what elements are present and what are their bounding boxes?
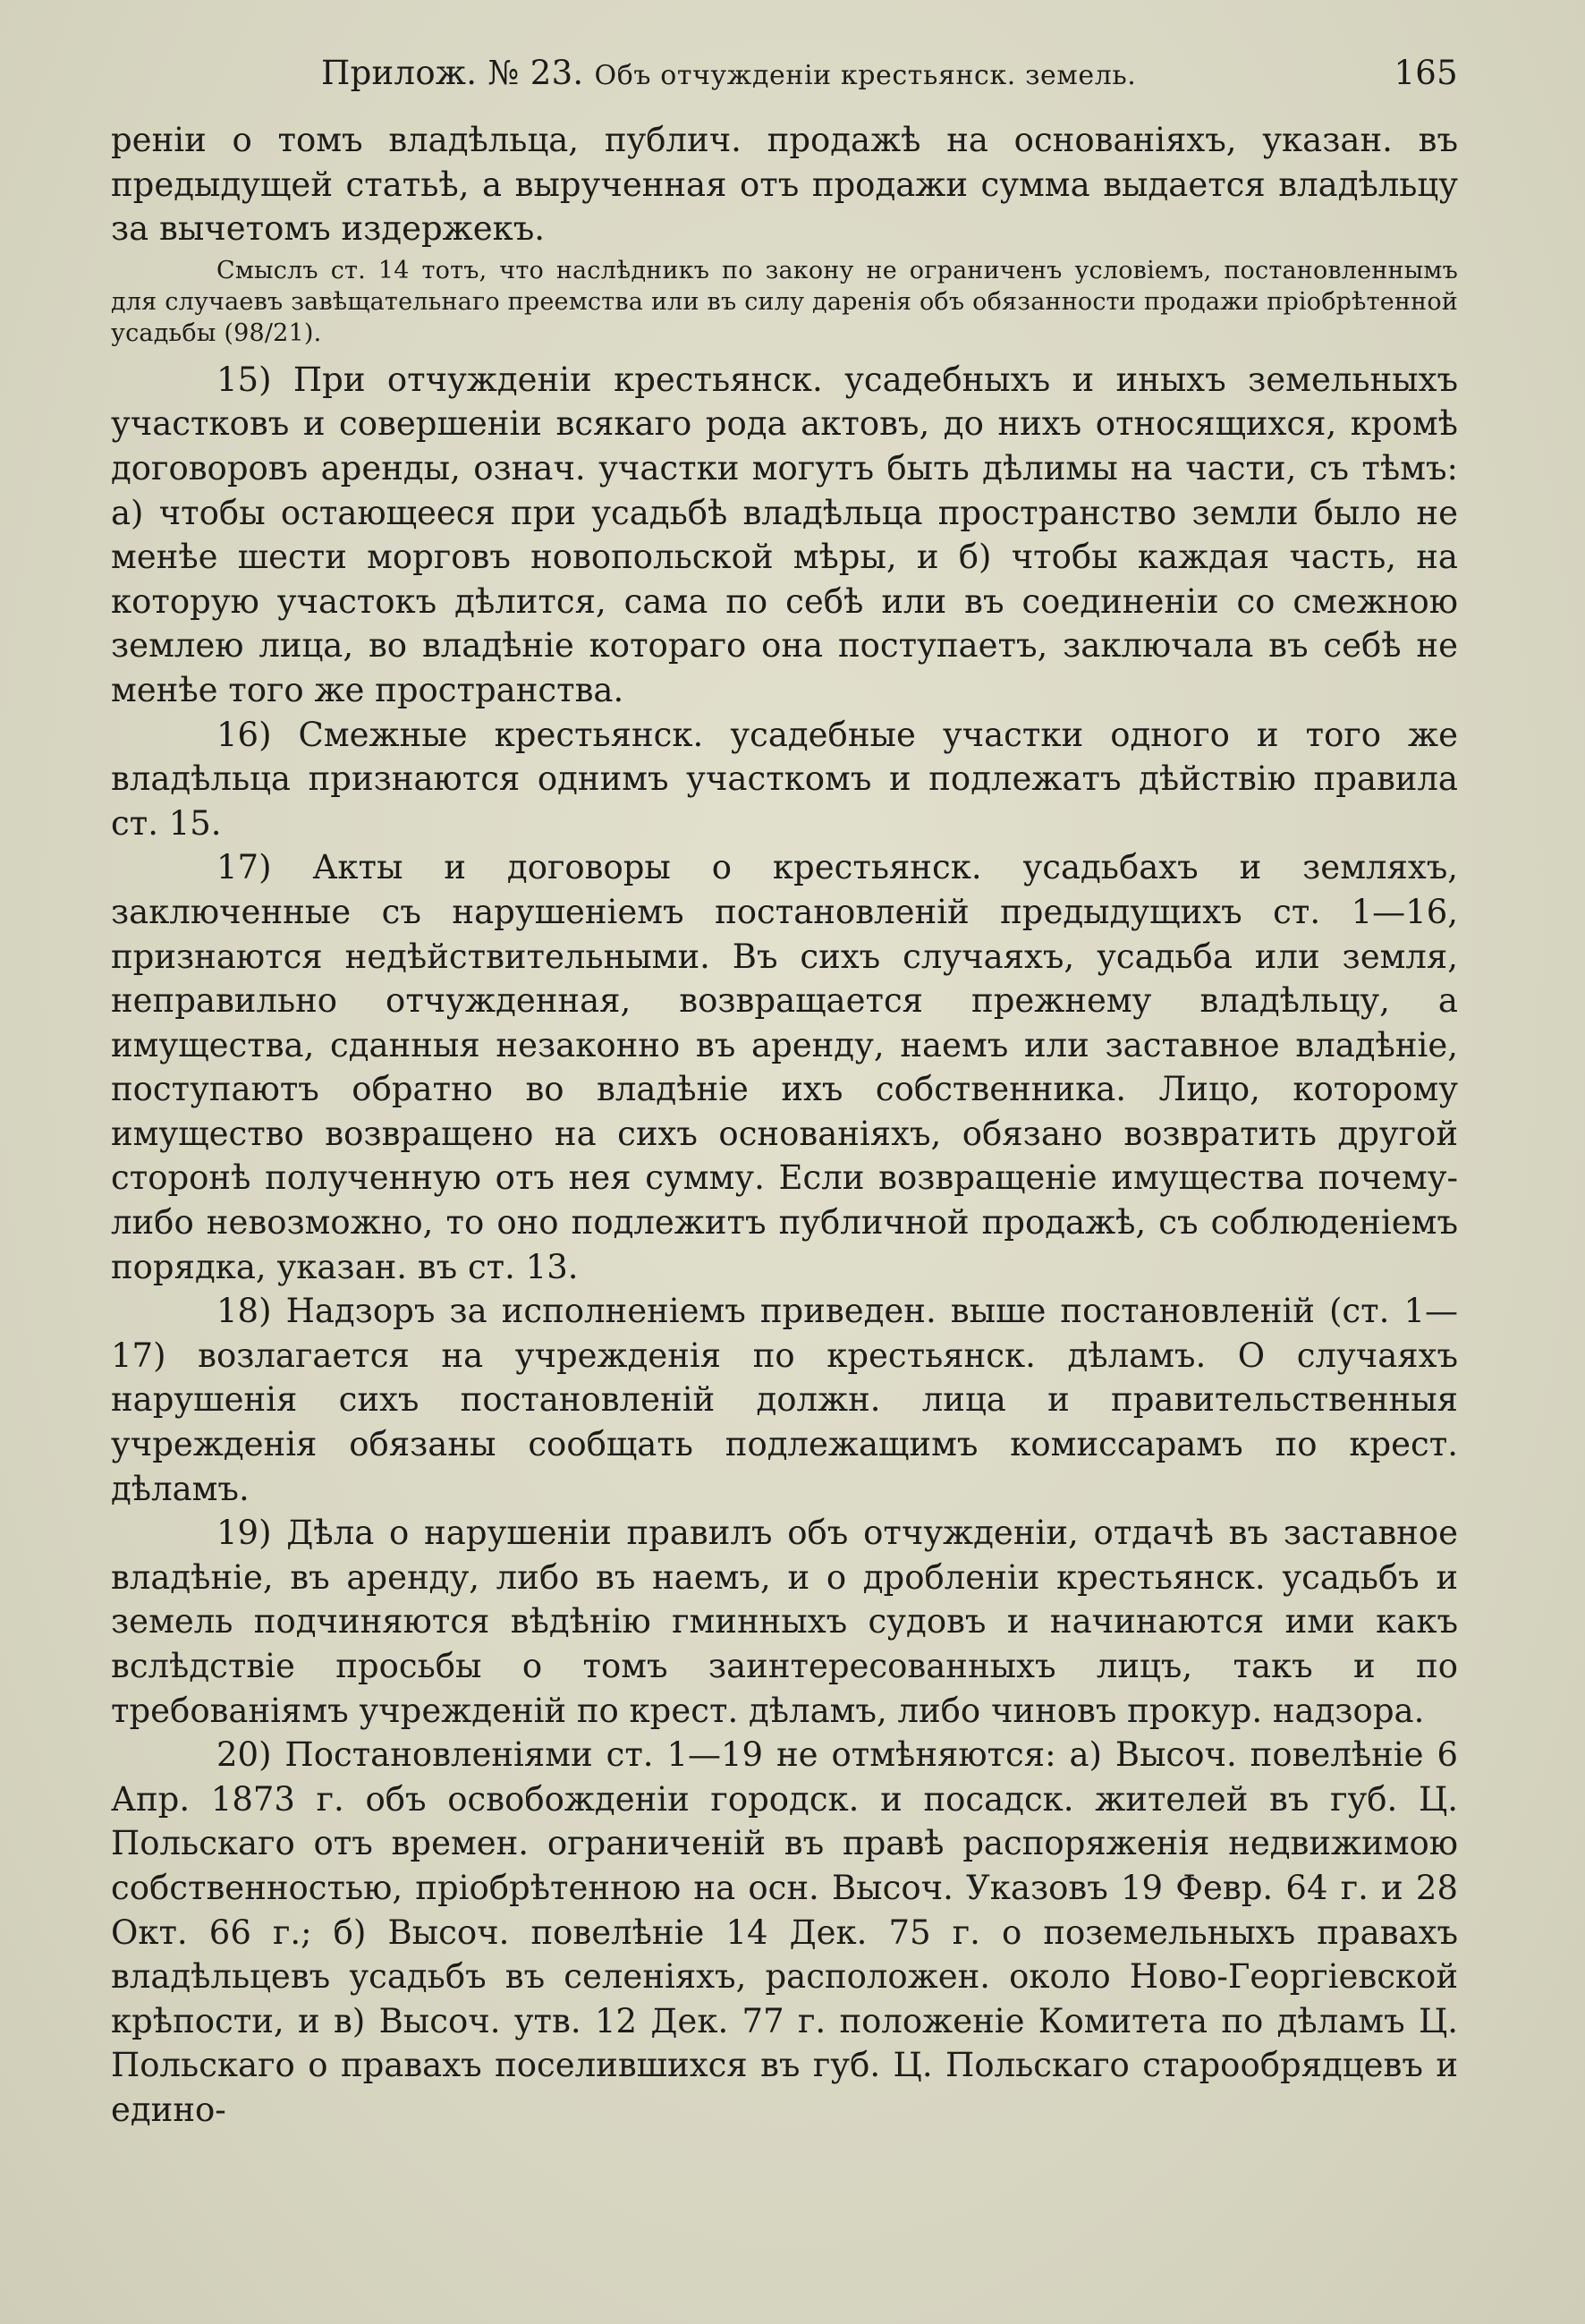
running-head bbox=[111, 47, 1458, 118]
article-19: 19) Дѣла о нарушеніи правилъ объ отчужденіи, отдачѣ въ заставное владѣніе, въ аренду, либо въ наемъ, и о дробленіи крестьянск. усадьбъ и земель подчиняются вѣдѣнію гминныхъ судовъ и начинаются ими какъ вслѣдствіе просьбы о томъ заинтересованныхъ лицъ, такъ и по требованіямъ учрежденій по крест. дѣламъ, либо чиновъ прокур. надзора. bbox=[111, 1514, 1458, 1730]
article-18: 18) Надзоръ за исполненіемъ приведен. выше постановленій (ст. 1—17) возлагается на учрежденія по крестьянск. дѣламъ. О случаяхъ нарушенія сихъ постановленій должн. лица и правительственныя учрежденія обязаны сообщать подлежащимъ комиссарамъ по крест. дѣламъ. bbox=[111, 1292, 1458, 1508]
continuation-paragraph: реніи о томъ владѣльца, публич. продажѣ на основаніяхъ, указан. въ предыдущей статьѣ, а вырученная отъ продажи сумма выдается владѣльцу за вычетомъ издержекъ. bbox=[111, 121, 1458, 249]
article-20: 20) Постановленіями ст. 1—19 не отмѣняются: а) Высоч. повелѣніе 6 Апр. 1873 г. объ освобожденіи городск. и посадск. жителей въ губ. Ц. Польскаго отъ времен. ограниченій въ правѣ распоряженія недвижимою собственностью, пріобрѣтенною на осн. Высоч. Указовъ 19 Февр. 64 г. и 28 Окт. 66 г.; б) Высоч. повелѣніе 14 Дек. 75 г. о поземельныхъ правахъ владѣльцевъ усадьбъ въ селеніяхъ, расположен. около Ново-Георгіевской крѣпости, и в) Высоч. утв. 12 Дек. 77 г. положеніе Комитета по дѣламъ Ц. Польскаго о правахъ поселившихся въ губ. Ц. Польскаго старообрядцевъ и едино- bbox=[111, 1735, 1458, 2129]
commentary-note: Смыслъ ст. 14 тотъ, что наслѣдникъ по закону не ограниченъ условіемъ, постановленнымъ для случаевъ завѣщательнаго преемства или въ силу даренія объ обязанности продажи пріобрѣтенной усадьбы (98/21). bbox=[111, 256, 1458, 347]
running-head-title bbox=[321, 54, 1136, 92]
body-text bbox=[111, 118, 1458, 2133]
page-number: 165 bbox=[1394, 54, 1458, 92]
article-15: 15) При отчужденіи крестьянск. усадебныхъ и иныхъ земельныхъ участковъ и совершеніи всякаго рода актовъ, до нихъ относящихся, кромѣ договоровъ аренды, означ. участки могутъ быть дѣлимы на части, съ тѣмъ: а) чтобы остающееся при усадьбѣ владѣльца пространство земли было не менѣе шести морговъ новопольской мѣры, и б) чтобы каждая часть, на которую участокъ дѣлится, сама по себѣ или въ соединеніи со смежною землею лица, во владѣніе котораго она поступаетъ, заключала въ себѣ не менѣе того же пространства. bbox=[111, 360, 1458, 709]
appendix-reference: Прилож. № 23. bbox=[321, 54, 595, 92]
section-title: Объ отчужденіи крестьянск. земель. bbox=[594, 60, 1137, 91]
article-17: 17) Акты и договоры о крестьянск. усадьбахъ и земляхъ, заключенные съ нарушеніемъ постановленій предыдущихъ ст. 1—16, признаются недѣйствительными. Въ сихъ случаяхъ, усадьба или земля, неправильно отчужденная, возвращается прежнему владѣльцу, а имущества, сданныя незаконно въ аренду, наемъ или заставное владѣніе, поступаютъ обратно во владѣніе ихъ собственника. Лицо, которому имущество возвращено на сихъ основаніяхъ, обязано возвратить другой сторонѣ полученную отъ нея сумму. Если возвращеніе имущества почему-либо невозможно, то оно подлежитъ публичной продажѣ, съ соблюденіемъ порядка, указан. въ ст. 13. bbox=[111, 848, 1458, 1286]
article-16: 16) Смежные крестьянск. усадебные участки одного и того же владѣльца признаются однимъ участкомъ и подлежатъ дѣйствію правила ст. 15. bbox=[111, 715, 1458, 843]
